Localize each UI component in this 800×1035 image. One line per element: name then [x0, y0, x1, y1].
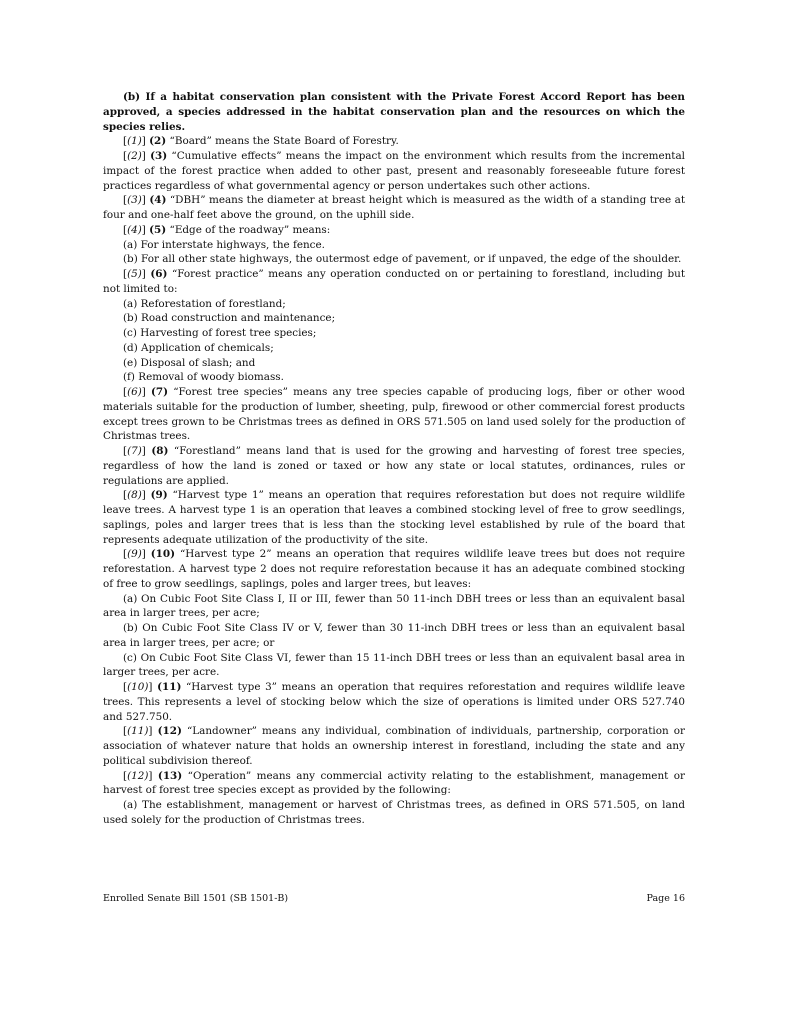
deleted-section-number: (7): [127, 445, 142, 457]
paragraph: [103, 370, 685, 385]
section-number: (11): [157, 681, 182, 693]
paragraph: [(9)] (10) “Harvest type 2” means an operation that requires wildlife leave trees but does not require reforestation. A harvest type 2 does not require reforestation because it has an adequate combined stocking of free to grow seedlings, saplings, poles and larger trees, but leaves:: [103, 548, 685, 590]
paragraph-text: “Harvest type 1” means an operation that requires reforestation but does not require wildlife leave trees. A harvest type 1 is an operation that leaves a combined stocking level of free to grow seedlings, saplings, poles and larger trees that is less than the stocking level established by rule of the board that represents adequate utilization of the productivity of the site.: [103, 489, 685, 546]
paragraph-text: (b) For all other state highways, the outermost edge of pavement, or if unpaved, the edge of the shoulder.: [123, 253, 682, 266]
paragraph: [103, 592, 685, 622]
section-number: (7): [151, 386, 169, 398]
paragraph: [103, 798, 685, 828]
deleted-section-number: (9): [127, 548, 142, 561]
paragraph: [(4)] (5) “Edge of the roadway” means:: [123, 223, 331, 236]
paragraph: [103, 252, 685, 267]
footer-bill-title: Enrolled Senate Bill 1501 (SB 1501-B): [103, 893, 289, 904]
paragraph: [103, 651, 685, 681]
paragraph: [103, 238, 685, 253]
paragraph-text: “Cumulative effects” means the impact on the environment which results from the incremental impact of the forest practice when added to other past, present and reasonably foreseeable future forest practices regardless of what governmental agency or person undertakes such other actions.: [103, 150, 686, 192]
section-number: (12): [157, 725, 182, 738]
paragraph: [(3)] (4) “DBH” means the diameter at breast height which is measured as the width of a standing tree at four and one-half feet above the ground, on the uphill side.: [103, 194, 685, 221]
paragraph-text: (d) Application of chemicals;: [123, 341, 274, 354]
paragraph-text: (f) Removal of woody biomass.: [123, 371, 284, 384]
section-number: (6): [150, 268, 168, 280]
paragraph: [103, 356, 685, 371]
section-number: (9): [150, 489, 168, 502]
paragraph-text: (b) Road construction and maintenance;: [123, 312, 336, 325]
deleted-section-number: (4): [127, 223, 142, 236]
paragraph-text: “Operation” means any commercial activity relating to the establishment, management or harvest of forest tree species except as provided by the following:: [103, 769, 685, 797]
section-number: (3): [150, 150, 168, 162]
paragraph-text: “Harvest type 3” means an operation that requires reforestation and requires wildlife leave trees. This represents a level of stocking below which the size of operations is limited under ORS 527.740 and 527.750.: [103, 681, 685, 723]
paragraph-text: “DBH” means the diameter at breast height which is measured as the width of a standing tree at four and one-half feet above the ground, on the uphill side.: [103, 194, 685, 221]
paragraph: [(8)] (9) “Harvest type 1” means an operation that requires reforestation but does not require wildlife leave trees. A harvest type 1 is an operation that leaves a combined stocking level of free to grow seedlings, saplings, poles and larger trees that is less than the stocking level established by rule of the board that represents adequate utilization of the productivity of the site.: [103, 489, 685, 546]
paragraph: [(5)] (6) “Forest practice” means any operation conducted on or pertaining to forestland, including but not limited to:: [103, 268, 685, 295]
paragraph-text: (b) On Cubic Foot Site Class IV or V, fewer than 30 11-inch DBH trees or less than an equivalent basal area in larger trees, per acre; or: [103, 622, 685, 649]
paragraph: [103, 297, 685, 312]
paragraph: [(10)] (11) “Harvest type 3” means an operation that requires reforestation and requires wildlife leave trees. This represents a level of stocking below which the size of operations is limited under ORS 527.740 and 527.750.: [103, 681, 685, 723]
paragraph: [103, 621, 685, 651]
section-number: (10): [150, 548, 176, 561]
paragraph: [(7)] (8) “Forestland” means land that is used for the growing and harvesting of forest tree species, regardless of how the land is zoned or taxed or how any state or local statutes, ordinances, rules or regulations are applied.: [103, 445, 685, 487]
paragraph: [103, 341, 685, 356]
section-number: (2): [149, 135, 167, 148]
paragraph: [(1)] (2) “Board” means the State Board of Forestry.: [123, 135, 399, 148]
paragraph: [(2)] (3) “Cumulative effects” means the impact on the environment which results from the incremental impact of the forest practice when added to other past, present and reasonably foreseeable future forest practices regardless of what governmental agency or person undertakes such other actions.: [103, 150, 686, 192]
paragraph-text: “Forest tree species” means any tree species capable of producing logs, fiber or other wood materials suitable for the production of lumber, sheeting, pulp, firewood or other commercial forest products except trees grown to be Christmas trees as defined in ORS 571.505 on land used solely for the production of Christmas trees.: [103, 386, 686, 443]
deleted-section-number: (3): [127, 194, 142, 207]
intro-paragraph: (b) If a habitat conservation plan consistent with the Private Forest Accord Report has been approved, a species addressed in the habitat conservation plan and the resources on which the species relies.: [103, 91, 685, 133]
section-number: (13): [157, 769, 183, 782]
paragraph-list: [103, 134, 685, 827]
deleted-section-number: (5): [127, 268, 142, 280]
paragraph: [103, 311, 685, 326]
deleted-section-number: (12): [127, 769, 149, 782]
deleted-section-number: (1): [127, 135, 142, 148]
paragraph: [(6)] (7) “Forest tree species” means any tree species capable of producing logs, fiber or other wood materials suitable for the production of lumber, sheeting, pulp, firewood or other commercial forest products except trees grown to be Christmas trees as defined in ORS 571.505 on land used solely for the production of Christmas trees.: [103, 386, 686, 443]
paragraph: [103, 326, 685, 341]
document-body: [103, 90, 685, 828]
paragraph: [(12)] (13) “Operation” means any commercial activity relating to the establishment, management or harvest of forest tree species except as provided by the following:: [103, 769, 685, 797]
footer-page-number: Page 16: [646, 893, 685, 904]
deleted-section-number: (8): [127, 489, 142, 502]
paragraph-text: (a) For interstate highways, the fence.: [123, 238, 325, 251]
deleted-section-number: (10): [127, 681, 149, 693]
paragraph-text: (a) Reforestation of forestland;: [123, 297, 286, 310]
paragraph-text: (a) On Cubic Foot Site Class I, II or III, fewer than 50 11-inch DBH trees or less than an equivalent basal area in larger trees, per acre;: [103, 592, 685, 620]
paragraph-text: (e) Disposal of slash; and: [123, 356, 256, 369]
paragraph-text: “Forest practice” means any operation conducted on or pertaining to forestland, including but not limited to:: [103, 268, 685, 295]
section-number: (5): [149, 223, 167, 236]
paragraph: [(11)] (12) “Landowner” means any individual, combination of individuals, partnership, corporation or association of whatever nature that holds an ownership interest in forestland, including the state and any political subdivision thereof.: [103, 725, 685, 767]
section-number: (4): [149, 194, 167, 207]
paragraph-text: “Landowner” means any individual, combination of individuals, partnership, corporation or association of whatever nature that holds an ownership interest in forestland, including the state and any political subdivision thereof.: [103, 725, 685, 767]
paragraph-text: “Board” means the State Board of Forestry.: [166, 135, 399, 148]
paragraph-text: (c) Harvesting of forest tree species;: [123, 327, 317, 339]
paragraph-text: “Forestland” means land that is used for the growing and harvesting of forest tree species, regardless of how the land is zoned or taxed or how any state or local statutes, ordinances, rules or regulations are applied.: [103, 445, 685, 487]
section-number: (8): [151, 445, 169, 457]
deleted-section-number: (2): [127, 150, 142, 162]
paragraph-text: “Harvest type 2” means an operation that requires wildlife leave trees but does not require reforestation. A harvest type 2 does not require reforestation because it has an adequate combined stocking of free to grow seedlings, saplings, poles and larger trees, but leaves:: [103, 548, 685, 590]
paragraph-text: (a) The establishment, management or harvest of Christmas trees, as defined in ORS 571.505, on land used solely for the production of Christmas trees.: [103, 799, 685, 826]
deleted-section-number: (6): [127, 386, 142, 398]
paragraph-text: “Edge of the roadway” means:: [166, 223, 331, 236]
deleted-section-number: (11): [127, 725, 149, 738]
paragraph-text: (c) On Cubic Foot Site Class VI, fewer than 15 11-inch DBH trees or less than an equivalent basal area in larger trees, per acre.: [103, 651, 685, 679]
